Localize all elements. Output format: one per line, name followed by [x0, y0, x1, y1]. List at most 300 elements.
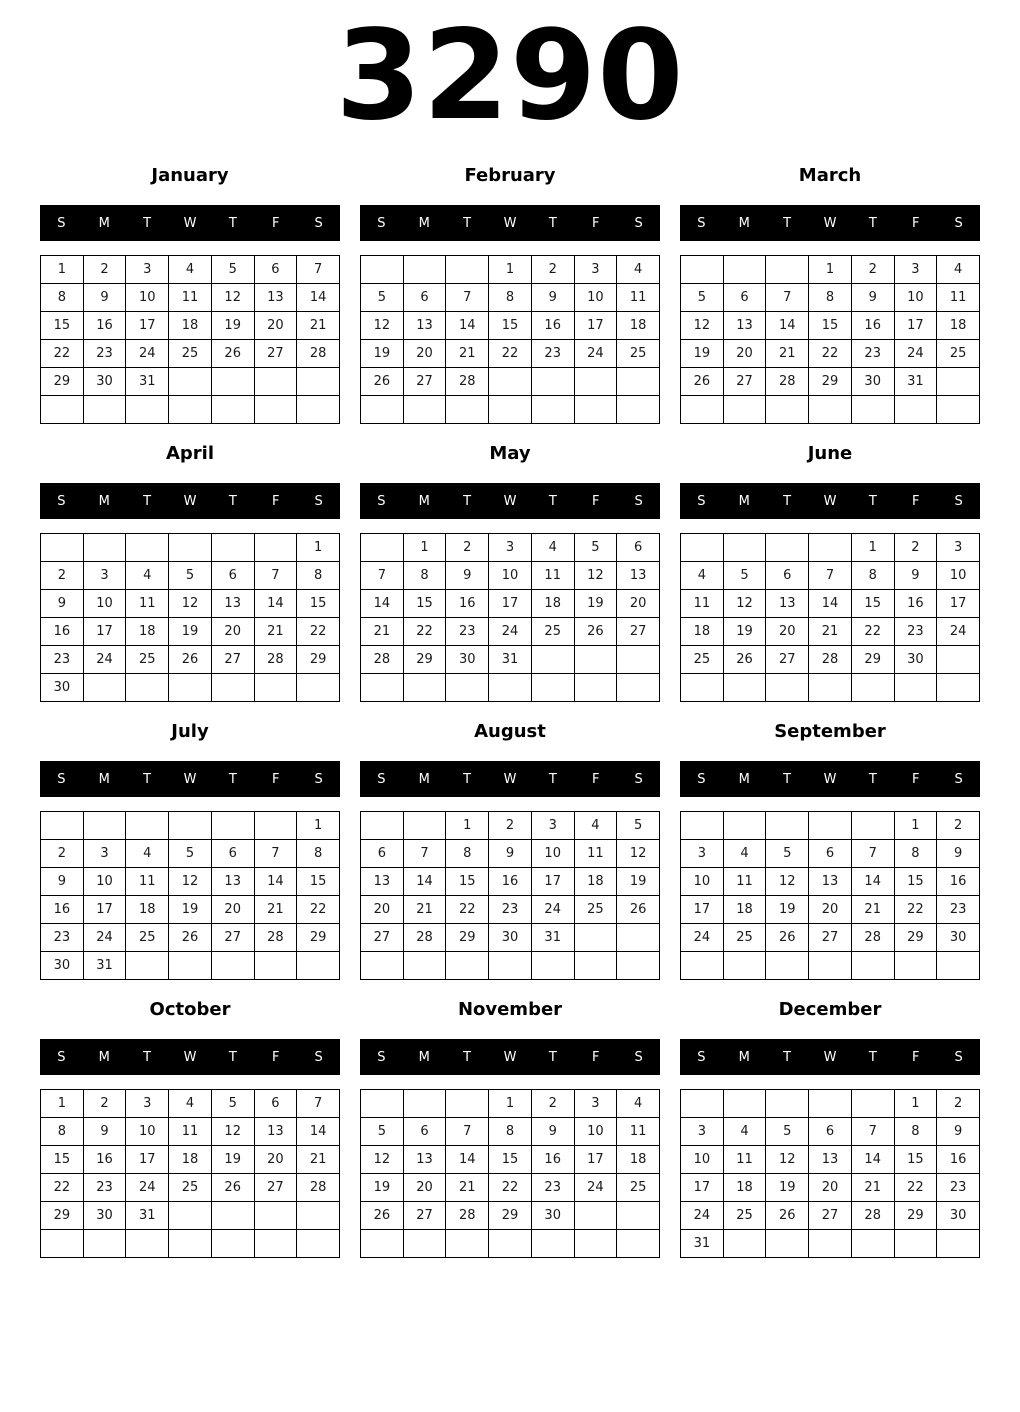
weekday-label: T [228, 493, 237, 509]
day-cell-empty [169, 952, 211, 979]
day-cell: 30 [895, 646, 937, 673]
day-cell: 28 [766, 368, 808, 395]
weekday-label: F [911, 771, 920, 787]
weekday-label: T [143, 771, 152, 787]
weekday-label: F [591, 215, 600, 231]
day-cell: 14 [852, 1146, 894, 1173]
day-cell: 6 [255, 1090, 297, 1117]
day-cell: 10 [84, 590, 126, 617]
day-cell: 13 [809, 1146, 851, 1173]
day-cell: 31 [126, 368, 168, 395]
day-cell-empty [446, 674, 488, 701]
day-cell: 26 [766, 924, 808, 951]
day-cell-empty [212, 952, 254, 979]
weekday-label: T [783, 215, 792, 231]
day-cell: 16 [84, 312, 126, 339]
day-cell: 24 [895, 340, 937, 367]
day-cell-empty [126, 674, 168, 701]
day-cell: 6 [404, 1118, 446, 1145]
day-cell: 12 [361, 1146, 403, 1173]
day-cell: 30 [41, 952, 83, 979]
day-cell: 30 [446, 646, 488, 673]
weekday-label: S [634, 215, 643, 231]
day-cell: 27 [404, 368, 446, 395]
day-cell: 19 [212, 1146, 254, 1173]
day-cell: 11 [126, 868, 168, 895]
day-cell: 20 [617, 590, 659, 617]
month-name: June [807, 443, 853, 465]
day-cell: 24 [84, 924, 126, 951]
weekday-header [40, 761, 340, 797]
day-cell: 11 [169, 284, 211, 311]
day-cell-empty [681, 534, 723, 561]
day-cell-empty [41, 812, 83, 839]
day-cell: 20 [212, 618, 254, 645]
day-cell: 2 [84, 256, 126, 283]
day-cell: 6 [809, 840, 851, 867]
day-cell: 16 [895, 590, 937, 617]
weekday-label: T [548, 493, 557, 509]
day-cell-empty [809, 1230, 851, 1257]
day-cell: 6 [361, 840, 403, 867]
day-cell: 1 [895, 812, 937, 839]
day-cell: 16 [489, 868, 531, 895]
weekday-label: T [143, 215, 152, 231]
day-cell: 26 [681, 368, 723, 395]
weekday-label: W [183, 771, 197, 787]
weekday-label: M [98, 1049, 110, 1065]
day-cell: 9 [937, 840, 979, 867]
day-cell: 11 [126, 590, 168, 617]
weekday-header [680, 761, 980, 797]
weekday-label: S [634, 771, 643, 787]
day-cell: 25 [724, 1202, 766, 1229]
day-cell: 2 [41, 562, 83, 589]
day-cell-empty [446, 952, 488, 979]
day-cell: 30 [41, 674, 83, 701]
day-cell: 17 [681, 1174, 723, 1201]
day-cell: 10 [84, 868, 126, 895]
day-cell: 15 [41, 1146, 83, 1173]
day-cell: 20 [766, 618, 808, 645]
day-cell-empty [169, 1202, 211, 1229]
day-cell: 7 [404, 840, 446, 867]
day-cell: 23 [937, 896, 979, 923]
day-cell-empty [126, 534, 168, 561]
day-cell: 9 [532, 284, 574, 311]
day-cell: 8 [41, 1118, 83, 1145]
day-cell: 25 [681, 646, 723, 673]
day-cell: 19 [681, 340, 723, 367]
day-cell: 30 [852, 368, 894, 395]
day-cell: 24 [489, 618, 531, 645]
day-cell: 18 [169, 1146, 211, 1173]
day-cell: 31 [895, 368, 937, 395]
day-cell: 18 [681, 618, 723, 645]
day-cell: 16 [937, 1146, 979, 1173]
day-cell: 28 [297, 340, 339, 367]
day-cell: 2 [41, 840, 83, 867]
day-cell: 3 [575, 256, 617, 283]
day-cell-empty [766, 396, 808, 423]
day-cell: 14 [446, 312, 488, 339]
day-cell-empty [617, 674, 659, 701]
day-cell-empty [126, 812, 168, 839]
day-cell: 15 [809, 312, 851, 339]
day-cell: 17 [126, 1146, 168, 1173]
day-cell-empty [361, 256, 403, 283]
day-cell: 31 [681, 1230, 723, 1257]
day-cell-empty [532, 952, 574, 979]
weekday-label: S [377, 493, 386, 509]
day-cell: 17 [126, 312, 168, 339]
day-cell: 6 [617, 534, 659, 561]
weekday-label: T [868, 1049, 877, 1065]
month-block [680, 161, 980, 424]
day-cell: 7 [852, 840, 894, 867]
day-cell: 27 [809, 1202, 851, 1229]
day-cell: 18 [724, 1174, 766, 1201]
day-cell: 21 [297, 1146, 339, 1173]
day-cell: 17 [895, 312, 937, 339]
day-cell-empty [724, 1230, 766, 1257]
weekday-label: W [823, 1049, 837, 1065]
day-cell-empty [532, 1230, 574, 1257]
day-cell: 22 [489, 1174, 531, 1201]
day-cell-empty [852, 952, 894, 979]
day-cell-empty [212, 396, 254, 423]
day-cell: 7 [446, 284, 488, 311]
day-cell: 22 [404, 618, 446, 645]
month-block [680, 717, 980, 980]
day-cell: 21 [809, 618, 851, 645]
day-cell: 21 [255, 618, 297, 645]
day-cell: 7 [361, 562, 403, 589]
day-cell: 25 [126, 646, 168, 673]
weekday-header [360, 1039, 660, 1075]
day-cell: 5 [766, 1118, 808, 1145]
day-cell-empty [681, 952, 723, 979]
day-cell: 26 [169, 924, 211, 951]
day-cell-empty [446, 1230, 488, 1257]
day-cell-empty [809, 952, 851, 979]
weekday-label: S [697, 493, 706, 509]
day-cell-empty [212, 368, 254, 395]
day-cell: 9 [41, 590, 83, 617]
weekday-label: T [228, 771, 237, 787]
day-cell: 4 [617, 256, 659, 283]
day-cell: 23 [84, 1174, 126, 1201]
weekday-label: W [503, 215, 517, 231]
month-block [680, 439, 980, 702]
month-block [680, 995, 980, 1258]
day-cell: 12 [724, 590, 766, 617]
day-cell: 18 [126, 896, 168, 923]
day-cell-empty [724, 1090, 766, 1117]
day-cell: 2 [446, 534, 488, 561]
month-name: March [798, 165, 862, 187]
day-cell-empty [255, 674, 297, 701]
day-cell: 14 [255, 868, 297, 895]
weekday-label: S [377, 1049, 386, 1065]
day-cell: 13 [766, 590, 808, 617]
day-cell: 31 [126, 1202, 168, 1229]
day-cell-empty [361, 1090, 403, 1117]
weekday-header [40, 205, 340, 241]
day-cell-empty [404, 1230, 446, 1257]
day-cell: 13 [255, 1118, 297, 1145]
day-cell: 26 [212, 1174, 254, 1201]
day-cell: 9 [489, 840, 531, 867]
day-cell: 23 [41, 646, 83, 673]
day-cell-empty [297, 1230, 339, 1257]
day-cell-empty [532, 674, 574, 701]
day-cell: 27 [212, 924, 254, 951]
day-cell-empty [84, 674, 126, 701]
day-cell: 16 [532, 1146, 574, 1173]
day-cell: 5 [361, 284, 403, 311]
day-cell-empty [169, 674, 211, 701]
day-cell: 10 [532, 840, 574, 867]
day-cell-empty [297, 1202, 339, 1229]
day-cell: 8 [489, 1118, 531, 1145]
day-cell: 17 [532, 868, 574, 895]
day-cell: 30 [937, 924, 979, 951]
day-cell-empty [766, 1230, 808, 1257]
day-cell: 27 [361, 924, 403, 951]
day-cell: 22 [41, 1174, 83, 1201]
weekday-label: T [463, 215, 472, 231]
day-cell: 6 [766, 562, 808, 589]
day-cell: 12 [169, 868, 211, 895]
day-cell: 16 [937, 868, 979, 895]
day-cell: 2 [937, 1090, 979, 1117]
month-table [40, 811, 340, 980]
day-cell: 29 [297, 646, 339, 673]
weekday-label: S [697, 215, 706, 231]
day-cell: 21 [766, 340, 808, 367]
day-cell: 26 [617, 896, 659, 923]
weekday-header [360, 761, 660, 797]
day-cell-empty [809, 534, 851, 561]
day-cell-empty [937, 674, 979, 701]
month-name: August [474, 721, 546, 743]
day-cell: 16 [41, 618, 83, 645]
day-cell: 17 [84, 618, 126, 645]
day-cell-empty [809, 674, 851, 701]
month-table [40, 533, 340, 702]
day-cell: 9 [84, 284, 126, 311]
day-cell-empty [766, 952, 808, 979]
day-cell: 13 [809, 868, 851, 895]
day-cell: 20 [809, 1174, 851, 1201]
day-cell: 13 [724, 312, 766, 339]
day-cell-empty [489, 396, 531, 423]
weekday-label: T [548, 1049, 557, 1065]
day-cell: 5 [169, 840, 211, 867]
day-cell: 2 [895, 534, 937, 561]
day-cell: 21 [404, 896, 446, 923]
day-cell-empty [404, 256, 446, 283]
weekday-label: F [911, 215, 920, 231]
day-cell-empty [404, 1090, 446, 1117]
day-cell: 25 [617, 340, 659, 367]
day-cell: 14 [297, 284, 339, 311]
weekday-label: W [503, 771, 517, 787]
day-cell: 22 [895, 1174, 937, 1201]
day-cell-empty [681, 674, 723, 701]
day-cell: 20 [255, 1146, 297, 1173]
day-cell: 5 [361, 1118, 403, 1145]
day-cell: 20 [404, 1174, 446, 1201]
day-cell: 12 [617, 840, 659, 867]
day-cell: 17 [575, 1146, 617, 1173]
day-cell-empty [126, 952, 168, 979]
day-cell-empty [489, 368, 531, 395]
weekday-label: F [271, 215, 280, 231]
day-cell: 28 [852, 924, 894, 951]
day-cell-empty [766, 812, 808, 839]
day-cell: 1 [446, 812, 488, 839]
weekday-label: M [738, 493, 750, 509]
day-cell: 6 [404, 284, 446, 311]
month-table [40, 255, 340, 424]
day-cell-empty [575, 952, 617, 979]
day-cell: 8 [895, 840, 937, 867]
day-cell: 27 [766, 646, 808, 673]
day-cell: 23 [852, 340, 894, 367]
day-cell-empty [617, 396, 659, 423]
day-cell: 3 [126, 1090, 168, 1117]
day-cell: 23 [532, 1174, 574, 1201]
day-cell-empty [617, 1230, 659, 1257]
day-cell: 30 [84, 1202, 126, 1229]
day-cell: 11 [724, 868, 766, 895]
day-cell: 11 [617, 284, 659, 311]
day-cell: 14 [255, 590, 297, 617]
day-cell-empty [681, 1090, 723, 1117]
day-cell: 29 [809, 368, 851, 395]
day-cell: 10 [126, 1118, 168, 1145]
weekday-label: S [634, 493, 643, 509]
day-cell-empty [809, 812, 851, 839]
day-cell: 21 [852, 1174, 894, 1201]
day-cell: 14 [361, 590, 403, 617]
day-cell-empty [404, 812, 446, 839]
day-cell: 7 [852, 1118, 894, 1145]
day-cell: 30 [489, 924, 531, 951]
day-cell: 20 [212, 896, 254, 923]
weekday-label: S [697, 1049, 706, 1065]
day-cell-empty [361, 674, 403, 701]
day-cell: 16 [84, 1146, 126, 1173]
day-cell: 8 [809, 284, 851, 311]
day-cell: 18 [937, 312, 979, 339]
weekday-label: M [98, 215, 110, 231]
weekday-label: F [271, 493, 280, 509]
day-cell-empty [212, 534, 254, 561]
day-cell-empty [617, 368, 659, 395]
day-cell: 10 [575, 284, 617, 311]
day-cell: 5 [169, 562, 211, 589]
day-cell: 10 [575, 1118, 617, 1145]
day-cell: 19 [766, 896, 808, 923]
day-cell: 23 [446, 618, 488, 645]
day-cell: 27 [255, 1174, 297, 1201]
day-cell: 13 [361, 868, 403, 895]
weekday-label: F [271, 771, 280, 787]
day-cell: 5 [575, 534, 617, 561]
day-cell: 25 [617, 1174, 659, 1201]
day-cell: 19 [766, 1174, 808, 1201]
day-cell: 12 [681, 312, 723, 339]
day-cell-empty [126, 396, 168, 423]
day-cell: 5 [724, 562, 766, 589]
day-cell-empty [255, 368, 297, 395]
day-cell-empty [255, 1202, 297, 1229]
day-cell-empty [766, 534, 808, 561]
weekday-label: S [57, 771, 66, 787]
day-cell: 25 [169, 340, 211, 367]
weekday-label: T [783, 1049, 792, 1065]
day-cell-empty [766, 674, 808, 701]
day-cell: 7 [297, 1090, 339, 1117]
day-cell: 18 [617, 1146, 659, 1173]
day-cell-empty [852, 674, 894, 701]
day-cell-empty [361, 952, 403, 979]
day-cell: 9 [41, 868, 83, 895]
weekday-label: F [591, 493, 600, 509]
day-cell: 7 [297, 256, 339, 283]
weekday-label: W [183, 215, 197, 231]
weekday-label: S [954, 1049, 963, 1065]
day-cell-empty [937, 952, 979, 979]
day-cell: 17 [489, 590, 531, 617]
day-cell: 15 [852, 590, 894, 617]
day-cell-empty [724, 952, 766, 979]
day-cell-empty [766, 256, 808, 283]
day-cell: 19 [169, 618, 211, 645]
day-cell-empty [575, 924, 617, 951]
day-cell: 14 [809, 590, 851, 617]
day-cell: 31 [84, 952, 126, 979]
day-cell: 8 [852, 562, 894, 589]
day-cell: 4 [575, 812, 617, 839]
day-cell: 4 [126, 840, 168, 867]
weekday-label: F [271, 1049, 280, 1065]
day-cell-empty [41, 1230, 83, 1257]
month-table [360, 811, 660, 980]
weekday-label: S [377, 771, 386, 787]
day-cell: 5 [617, 812, 659, 839]
weekday-label: S [697, 771, 706, 787]
weekday-label: T [228, 215, 237, 231]
month-name: January [151, 165, 229, 187]
weekday-header [40, 483, 340, 519]
month-table [680, 1089, 980, 1258]
weekday-label: T [463, 493, 472, 509]
weekday-label: S [57, 493, 66, 509]
weekday-label: M [418, 215, 430, 231]
day-cell: 11 [575, 840, 617, 867]
weekday-label: W [503, 493, 517, 509]
day-cell-empty [575, 368, 617, 395]
day-cell: 1 [489, 256, 531, 283]
day-cell-empty [724, 256, 766, 283]
day-cell: 29 [895, 1202, 937, 1229]
month-table [40, 1089, 340, 1258]
day-cell-empty [937, 396, 979, 423]
